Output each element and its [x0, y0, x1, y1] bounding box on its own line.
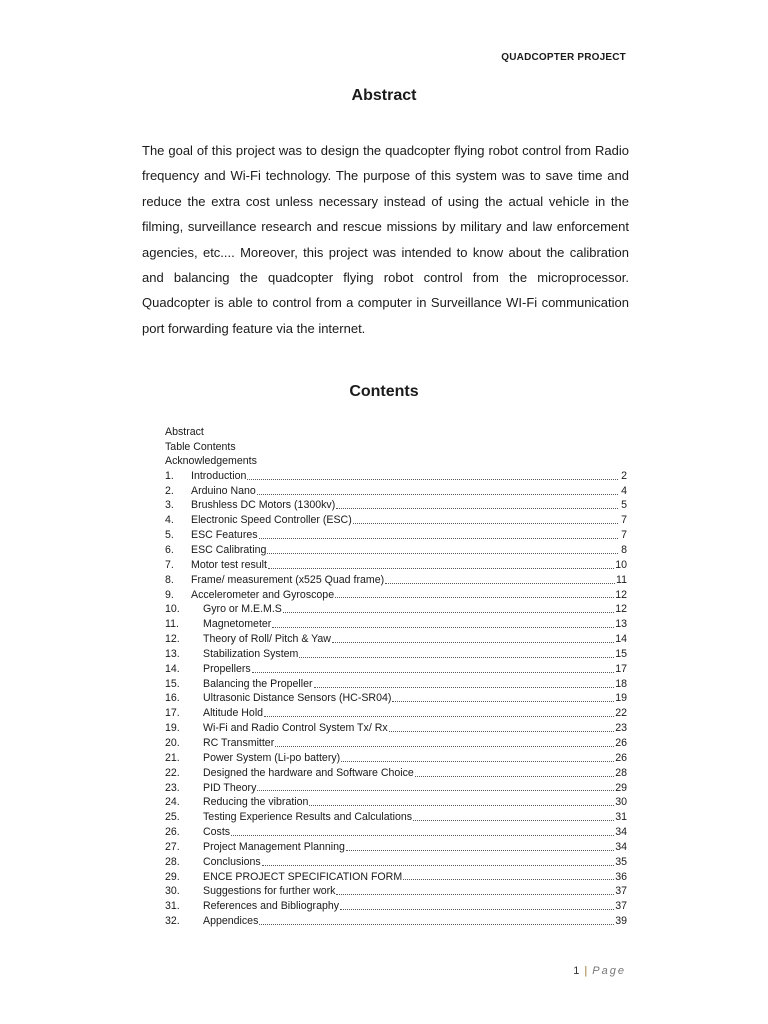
footer-page-word: Page [592, 965, 626, 977]
toc-entry-page: 12 [615, 588, 627, 601]
page-footer [573, 965, 626, 977]
toc-dot-leader [252, 672, 615, 673]
toc-entry-label: Wi-Fi and Radio Control System Tx/ Rx [203, 722, 388, 735]
toc-entry-page: 36 [615, 870, 627, 883]
toc-entry-label: Frame/ measurement (x525 Quad frame) [191, 573, 385, 586]
toc-entry-label: Altitude Hold [203, 707, 264, 720]
toc-entry-number: 8. [165, 573, 174, 586]
toc-entry-number: 32. [165, 915, 180, 928]
toc-entry-label: Designed the hardware and Software Choice [203, 766, 414, 779]
toc-dot-leader [403, 879, 614, 880]
toc-entry-page: 37 [615, 885, 627, 898]
toc-dot-leader [267, 553, 618, 554]
toc-entry[interactable] [165, 795, 627, 810]
toc-dot-leader [353, 523, 618, 524]
toc-dot-leader [341, 761, 614, 762]
toc-entry-label: RC Transmitter [203, 736, 275, 749]
toc-entry-number: 24. [165, 796, 180, 809]
toc-entry-number: 17. [165, 707, 180, 720]
toc-entry[interactable] [165, 706, 627, 721]
toc-dot-leader [257, 494, 618, 495]
toc-entry-number: 7. [165, 558, 174, 571]
toc-entry-number: 13. [165, 647, 180, 660]
footer-separator: | [584, 965, 588, 977]
contents-heading: Contents [349, 383, 419, 400]
toc-dot-leader [309, 805, 614, 806]
toc-dot-leader [385, 583, 615, 584]
toc-entry[interactable] [165, 751, 627, 766]
toc-entry[interactable] [165, 691, 627, 706]
toc-entry-page: 31 [615, 811, 627, 824]
toc-dot-leader [332, 642, 614, 643]
toc-dot-leader [272, 627, 614, 628]
toc-entry-number: 26. [165, 826, 180, 839]
toc-entry-label: Magnetometer [203, 618, 272, 631]
toc-entry-number: 27. [165, 840, 180, 853]
abstract-heading: Abstract [351, 87, 417, 104]
toc-dot-leader [389, 731, 615, 732]
toc-entry-page: 8 [621, 544, 627, 556]
toc-dot-leader [346, 850, 614, 851]
toc-entry-number: 2. [165, 484, 174, 497]
toc-entry-page: 37 [615, 900, 627, 913]
toc-entry-label: ENCE PROJECT SPECIFICATION FORM [203, 870, 403, 883]
abstract-body: The goal of this project was to design the quadcopter flying robot control from Radio frequency and Wi-Fi technology. The purpose of this system was to save time and reduce the extra cost unless necessary instead of using the actual vehicle in the filming, surveillance research and rescue missions by military and law enforcement agencies, etc.... Moreover, this project was intended to know about the calibration and balancing the quadcopter flying robot control from the microprocessor. Quadcopter is able to control from a computer in Surveillance WI-Fi communication port forwarding feature via the internet. [142, 143, 629, 336]
toc-entry-label: Conclusions [203, 855, 261, 868]
toc-entry-label: Costs [203, 826, 231, 839]
toc-entry-number: 15. [165, 677, 180, 690]
toc-entry-page: 5 [621, 499, 627, 512]
toc-entry-number: 5. [165, 529, 174, 542]
toc-dot-leader [259, 538, 618, 539]
toc-entry-label: Power System (Li-po battery) [203, 751, 341, 764]
toc-dot-leader [336, 894, 614, 895]
toc-entry-number: 12. [165, 633, 180, 646]
toc-dot-leader [268, 568, 614, 569]
toc-entry-label: ESC Features [191, 529, 258, 542]
toc-entry[interactable] [165, 721, 627, 736]
toc-entry-page: 35 [615, 855, 627, 868]
toc-entry-page: 26 [615, 751, 627, 764]
toc-dot-leader [314, 687, 615, 688]
toc-entry[interactable] [165, 840, 627, 855]
toc-entry-number: 23. [165, 781, 180, 794]
toc-entry-label: Project Management Planning [203, 840, 345, 853]
toc-entry[interactable] [165, 647, 627, 662]
toc-entry-page: 12 [615, 603, 627, 616]
toc-unnumbered-item[interactable]: Table Contents [165, 440, 236, 453]
toc-entry-page: 14 [615, 633, 627, 646]
toc-entry-number: 11. [165, 618, 179, 631]
toc-entry-label: Motor test result [191, 558, 267, 571]
toc-entry-number: 3. [165, 499, 174, 512]
toc-entry[interactable] [165, 543, 627, 558]
toc-entry-page: 19 [615, 692, 627, 705]
toc-entry-number: 21. [165, 751, 180, 764]
toc-entry[interactable] [165, 825, 627, 840]
toc-entry-number: 9. [165, 588, 174, 601]
toc-entry-number: 10. [165, 603, 180, 616]
toc-entry-label: ESC Calibrating [191, 544, 267, 556]
toc-dot-leader [247, 479, 618, 480]
toc-entry-label: PID Theory [203, 781, 257, 794]
toc-entry-label: Suggestions for further work [203, 885, 336, 898]
toc-entry-number: 1. [165, 469, 174, 482]
toc-entry-number: 22. [165, 766, 180, 779]
toc-entry-page: 34 [615, 840, 627, 853]
toc-dot-leader [415, 776, 614, 777]
toc-entry-number: 19. [165, 722, 180, 735]
toc-entry-number: 20. [165, 736, 180, 749]
toc-entry[interactable] [165, 810, 627, 825]
toc-unnumbered-list [165, 425, 627, 469]
toc-entry-page: 29 [615, 781, 627, 794]
toc-entry-label: Balancing the Propeller [203, 677, 313, 690]
toc-dot-leader [264, 716, 614, 717]
toc-entry-page: 2 [621, 469, 627, 482]
toc-entry-label: Gyro or M.E.M.S [203, 603, 282, 616]
toc-entry-page: 30 [615, 796, 627, 809]
toc-entry-number: 6. [165, 544, 174, 556]
toc-dot-leader [335, 597, 614, 598]
toc-entry[interactable] [165, 602, 627, 617]
toc-entry-page: 7 [621, 529, 627, 542]
toc-entry[interactable] [165, 588, 627, 603]
toc-dot-leader [283, 612, 614, 613]
toc-entry[interactable] [165, 528, 627, 543]
toc-entry[interactable] [165, 498, 627, 513]
toc-entry-number: 28. [165, 855, 180, 868]
table-of-contents [165, 425, 627, 929]
toc-dot-leader [336, 508, 618, 509]
toc-entry-label: Propellers [203, 662, 251, 675]
toc-entry-label: Brushless DC Motors (1300kv) [191, 499, 336, 512]
toc-entry-page: 22 [615, 707, 627, 720]
toc-entry-number: 31. [165, 900, 180, 913]
toc-entry[interactable] [165, 899, 627, 914]
toc-entry-page: 11 [616, 573, 627, 586]
toc-dot-leader [231, 835, 614, 836]
toc-entry-number: 25. [165, 811, 180, 824]
toc-entry[interactable] [165, 855, 627, 870]
toc-entry[interactable] [165, 914, 627, 929]
toc-entry-number: 16. [165, 692, 180, 705]
toc-entry[interactable] [165, 781, 627, 796]
toc-entry[interactable] [165, 573, 627, 588]
toc-entry-list [165, 469, 627, 929]
toc-entry[interactable] [165, 736, 627, 751]
toc-entry[interactable] [165, 662, 627, 677]
toc-entry[interactable] [165, 870, 627, 885]
toc-entry[interactable] [165, 558, 627, 573]
toc-entry-page: 4 [621, 484, 627, 497]
toc-entry-label: Ultrasonic Distance Sensors (HC-SR04) [203, 692, 392, 705]
toc-entry-page: 28 [615, 766, 627, 779]
toc-entry-number: 30. [165, 885, 180, 898]
toc-entry-page: 10 [615, 558, 627, 571]
toc-entry-page: 13 [615, 618, 627, 631]
toc-entry-label: References and Bibliography [203, 900, 340, 913]
toc-entry-page: 15 [615, 647, 627, 660]
toc-entry[interactable] [165, 617, 627, 632]
toc-entry-label: Testing Experience Results and Calculations [203, 811, 413, 824]
toc-entry-label: Appendices [203, 915, 259, 928]
toc-entry-number: 4. [165, 514, 174, 527]
toc-entry-number: 14. [165, 662, 180, 675]
toc-entry-page: 34 [615, 826, 627, 839]
toc-entry-label: Theory of Roll/ Pitch & Yaw [203, 633, 331, 646]
toc-entry-label: Arduino Nano [191, 484, 256, 497]
toc-dot-leader [299, 657, 614, 658]
toc-dot-leader [340, 909, 614, 910]
toc-entry[interactable] [165, 766, 627, 781]
toc-dot-leader [259, 924, 614, 925]
toc-entry[interactable] [165, 513, 627, 528]
toc-unnumbered-item[interactable]: Abstract [165, 426, 204, 438]
toc-entry-label: Electronic Speed Controller (ESC) [191, 514, 352, 527]
toc-entry[interactable] [165, 484, 627, 499]
toc-entry-label: Reducing the vibration [203, 796, 309, 809]
toc-entry[interactable] [165, 632, 627, 647]
toc-entry-label: Accelerometer and Gyroscope [191, 588, 335, 601]
toc-entry-page: 26 [615, 736, 627, 749]
running-header: QUADCOPTER PROJECT [501, 52, 626, 63]
toc-entry-page: 17 [615, 662, 627, 675]
toc-dot-leader [257, 790, 614, 791]
toc-dot-leader [262, 865, 614, 866]
toc-entry-page: 18 [615, 677, 627, 690]
toc-entry-label: Introduction [191, 469, 247, 482]
footer-page-number: 1 [573, 965, 580, 977]
toc-dot-leader [392, 701, 614, 702]
toc-unnumbered-item[interactable]: Acknowledgements [165, 455, 257, 468]
toc-entry-number: 29. [165, 870, 180, 883]
toc-entry[interactable] [165, 677, 627, 692]
toc-entry-label: Stabilization System [203, 647, 299, 660]
toc-entry[interactable] [165, 884, 627, 899]
toc-entry-page: 39 [615, 915, 627, 928]
toc-dot-leader [275, 746, 614, 747]
toc-dot-leader [413, 820, 614, 821]
toc-entry-page: 23 [615, 722, 627, 735]
toc-entry-page: 7 [621, 514, 627, 527]
toc-entry[interactable] [165, 469, 627, 484]
